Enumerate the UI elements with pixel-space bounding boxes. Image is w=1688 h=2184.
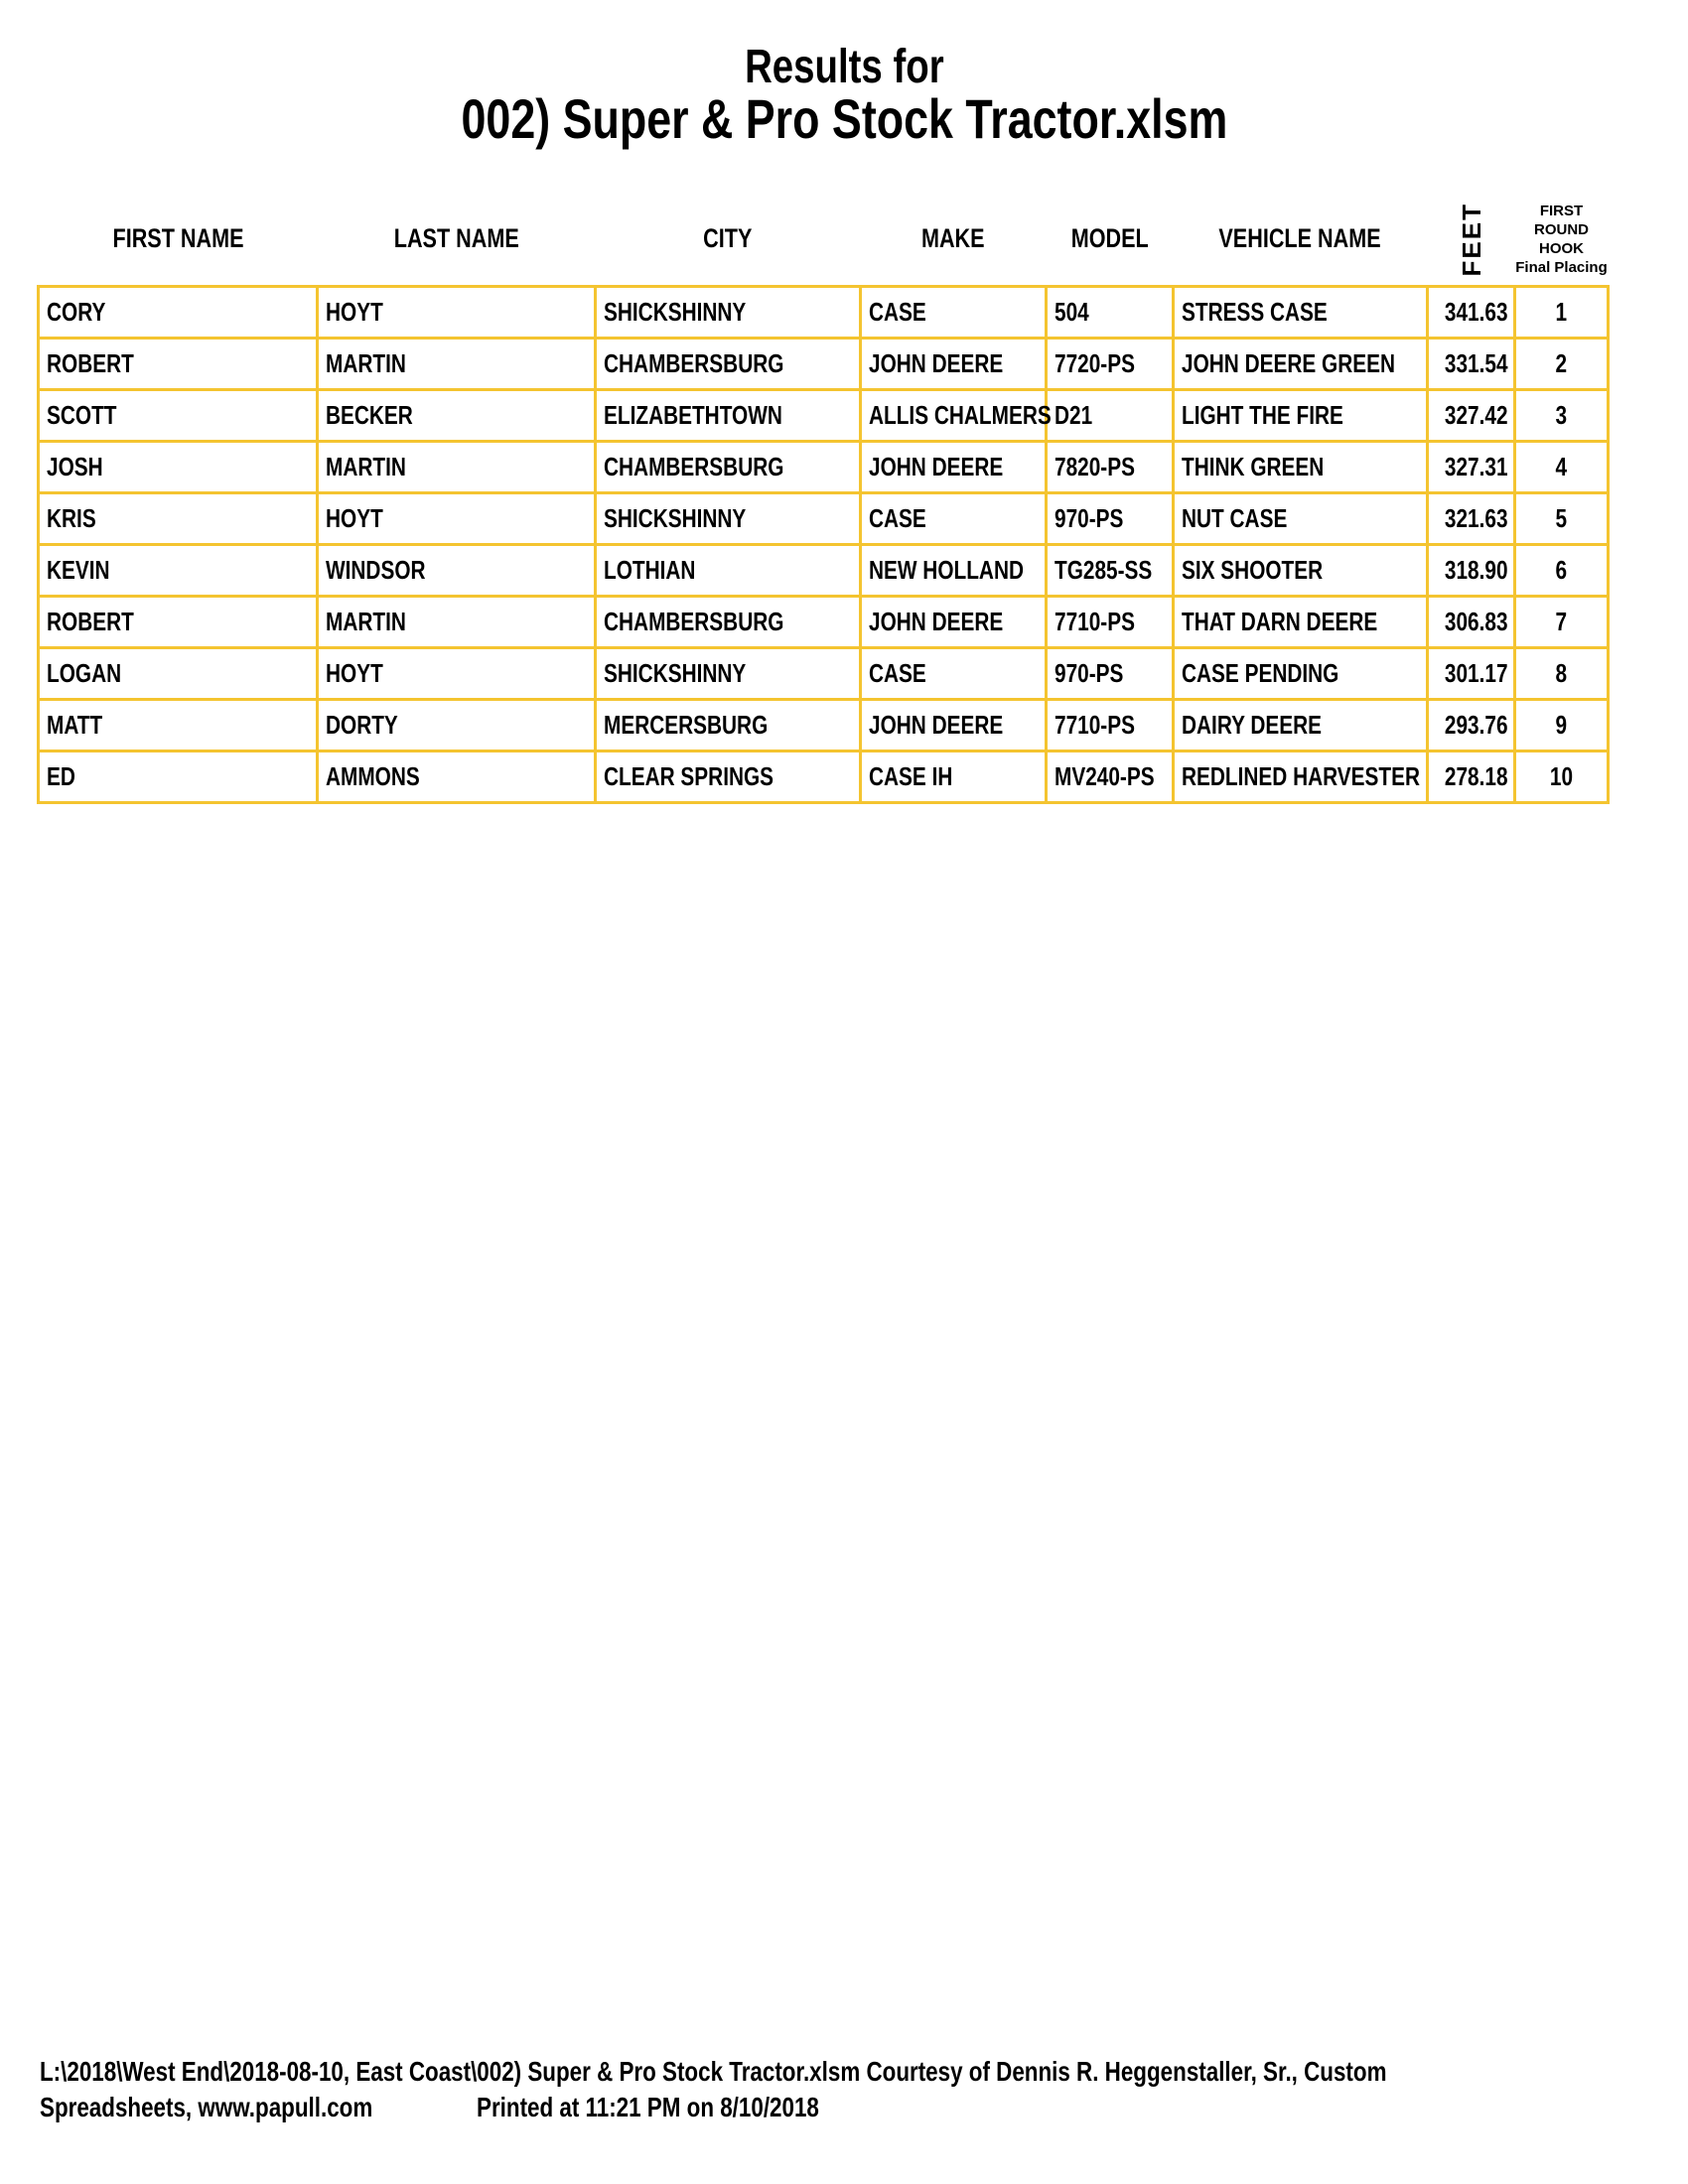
- feet-rotated-label: FEET: [1456, 202, 1486, 276]
- cell-last-name: MARTIN: [318, 441, 596, 492]
- table-header-row: [39, 194, 1609, 286]
- cell-first-name: SCOTT: [39, 389, 318, 441]
- cell-first-name: JOSH: [39, 441, 318, 492]
- cell-model: MV240-PS: [1047, 751, 1174, 802]
- cell-feet: 301.17: [1428, 647, 1515, 699]
- cell-vehicle-name: SIX SHOOTER: [1174, 544, 1428, 596]
- table-row: [39, 492, 1609, 544]
- cell-model: 970-PS: [1047, 647, 1174, 699]
- cell-model: 7710-PS: [1047, 596, 1174, 647]
- cell-city: LOTHIAN: [596, 544, 861, 596]
- column-header-last-name: LAST NAME: [393, 223, 519, 254]
- cell-vehicle-name: CASE PENDING: [1174, 647, 1428, 699]
- cell-vehicle-name: REDLINED HARVESTER: [1174, 751, 1428, 802]
- cell-city: MERCERSBURG: [596, 699, 861, 751]
- cell-first-name: CORY: [39, 286, 318, 338]
- cell-feet: 327.42: [1428, 389, 1515, 441]
- cell-make: JOHN DEERE: [861, 338, 1047, 389]
- cell-vehicle-name: THINK GREEN: [1174, 441, 1428, 492]
- cell-model: TG285-SS: [1047, 544, 1174, 596]
- column-header-model: MODEL: [1070, 223, 1149, 254]
- cell-model: 970-PS: [1047, 492, 1174, 544]
- cell-city: SHICKSHINNY: [596, 647, 861, 699]
- cell-model: 504: [1047, 286, 1174, 338]
- cell-city: CHAMBERSBURG: [596, 596, 861, 647]
- cell-make: CASE: [861, 492, 1047, 544]
- file-title-text: 002) Super & Pro Stock Tractor.xlsm: [461, 87, 1227, 150]
- cell-make: NEW HOLLAND: [861, 544, 1047, 596]
- table-row: [39, 647, 1609, 699]
- cell-last-name: DORTY: [318, 699, 596, 751]
- cell-make: ALLIS CHALMERS: [861, 389, 1047, 441]
- cell-vehicle-name: JOHN DEERE GREEN: [1174, 338, 1428, 389]
- cell-placing: 7: [1515, 596, 1609, 647]
- hook-header-line3: Final Placing: [1515, 258, 1608, 276]
- results-table: [37, 194, 1610, 804]
- file-title: [0, 87, 1688, 150]
- cell-feet: 327.31: [1428, 441, 1515, 492]
- page-title-text: Results for: [744, 41, 944, 93]
- footer-publisher: Spreadsheets, www.papull.com: [40, 2092, 373, 2122]
- cell-feet: 293.76: [1428, 699, 1515, 751]
- cell-make: JOHN DEERE: [861, 596, 1047, 647]
- cell-last-name: BECKER: [318, 389, 596, 441]
- cell-first-name: KEVIN: [39, 544, 318, 596]
- cell-last-name: HOYT: [318, 492, 596, 544]
- cell-make: JOHN DEERE: [861, 441, 1047, 492]
- hook-header-line2: HOOK: [1539, 239, 1584, 257]
- table-row: [39, 596, 1609, 647]
- cell-city: CHAMBERSBURG: [596, 441, 861, 492]
- cell-make: CASE: [861, 286, 1047, 338]
- cell-last-name: MARTIN: [318, 596, 596, 647]
- cell-feet: 341.63: [1428, 286, 1515, 338]
- footer-path-line: L:\2018\West End\2018-08-10, East Coast\002) Super & Pro Stock Tractor.xlsm Courtesy of Dennis R. Heggenstaller, Sr., Custom: [40, 2056, 1387, 2087]
- table-row: [39, 544, 1609, 596]
- footer-line2: [40, 2092, 819, 2123]
- cell-last-name: WINDSOR: [318, 544, 596, 596]
- cell-placing: 2: [1515, 338, 1609, 389]
- cell-placing: 4: [1515, 441, 1609, 492]
- cell-feet: 321.63: [1428, 492, 1515, 544]
- cell-feet: 331.54: [1428, 338, 1515, 389]
- cell-make: CASE: [861, 647, 1047, 699]
- cell-placing: 8: [1515, 647, 1609, 699]
- cell-vehicle-name: THAT DARN DEERE: [1174, 596, 1428, 647]
- cell-city: CLEAR SPRINGS: [596, 751, 861, 802]
- column-header-first-name: FIRST NAME: [112, 223, 243, 254]
- cell-make: CASE IH: [861, 751, 1047, 802]
- hook-header-line1: FIRST ROUND: [1534, 202, 1589, 238]
- cell-vehicle-name: DAIRY DEERE: [1174, 699, 1428, 751]
- cell-city: ELIZABETHTOWN: [596, 389, 861, 441]
- cell-vehicle-name: STRESS CASE: [1174, 286, 1428, 338]
- cell-placing: 5: [1515, 492, 1609, 544]
- cell-city: SHICKSHINNY: [596, 286, 861, 338]
- cell-model: 7720-PS: [1047, 338, 1174, 389]
- table-row: [39, 338, 1609, 389]
- column-header-hook: [1515, 194, 1609, 286]
- cell-placing: 6: [1515, 544, 1609, 596]
- cell-placing: 10: [1515, 751, 1609, 802]
- cell-first-name: LOGAN: [39, 647, 318, 699]
- cell-model: 7710-PS: [1047, 699, 1174, 751]
- cell-vehicle-name: LIGHT THE FIRE: [1174, 389, 1428, 441]
- cell-feet: 318.90: [1428, 544, 1515, 596]
- column-header-city: CITY: [703, 223, 753, 254]
- cell-first-name: ROBERT: [39, 596, 318, 647]
- column-header-make: MAKE: [921, 223, 985, 254]
- cell-vehicle-name: NUT CASE: [1174, 492, 1428, 544]
- cell-feet: 278.18: [1428, 751, 1515, 802]
- cell-make: JOHN DEERE: [861, 699, 1047, 751]
- cell-model: 7820-PS: [1047, 441, 1174, 492]
- cell-first-name: ED: [39, 751, 318, 802]
- cell-feet: 306.83: [1428, 596, 1515, 647]
- cell-last-name: HOYT: [318, 647, 596, 699]
- cell-first-name: ROBERT: [39, 338, 318, 389]
- table-row: [39, 286, 1609, 338]
- cell-placing: 1: [1515, 286, 1609, 338]
- cell-placing: 3: [1515, 389, 1609, 441]
- page-title: [0, 41, 1688, 93]
- cell-last-name: HOYT: [318, 286, 596, 338]
- footer-printed-at: Printed at 11:21 PM on 8/10/2018: [477, 2092, 819, 2122]
- column-header-feet: [1428, 194, 1515, 286]
- cell-placing: 9: [1515, 699, 1609, 751]
- cell-first-name: KRIS: [39, 492, 318, 544]
- cell-first-name: MATT: [39, 699, 318, 751]
- column-header-vehicle-name: VEHICLE NAME: [1218, 223, 1382, 254]
- table-row: [39, 389, 1609, 441]
- table-row: [39, 699, 1609, 751]
- cell-last-name: MARTIN: [318, 338, 596, 389]
- table-row: [39, 441, 1609, 492]
- cell-model: D21: [1047, 389, 1174, 441]
- cell-city: CHAMBERSBURG: [596, 338, 861, 389]
- cell-city: SHICKSHINNY: [596, 492, 861, 544]
- table-row: [39, 751, 1609, 802]
- cell-last-name: AMMONS: [318, 751, 596, 802]
